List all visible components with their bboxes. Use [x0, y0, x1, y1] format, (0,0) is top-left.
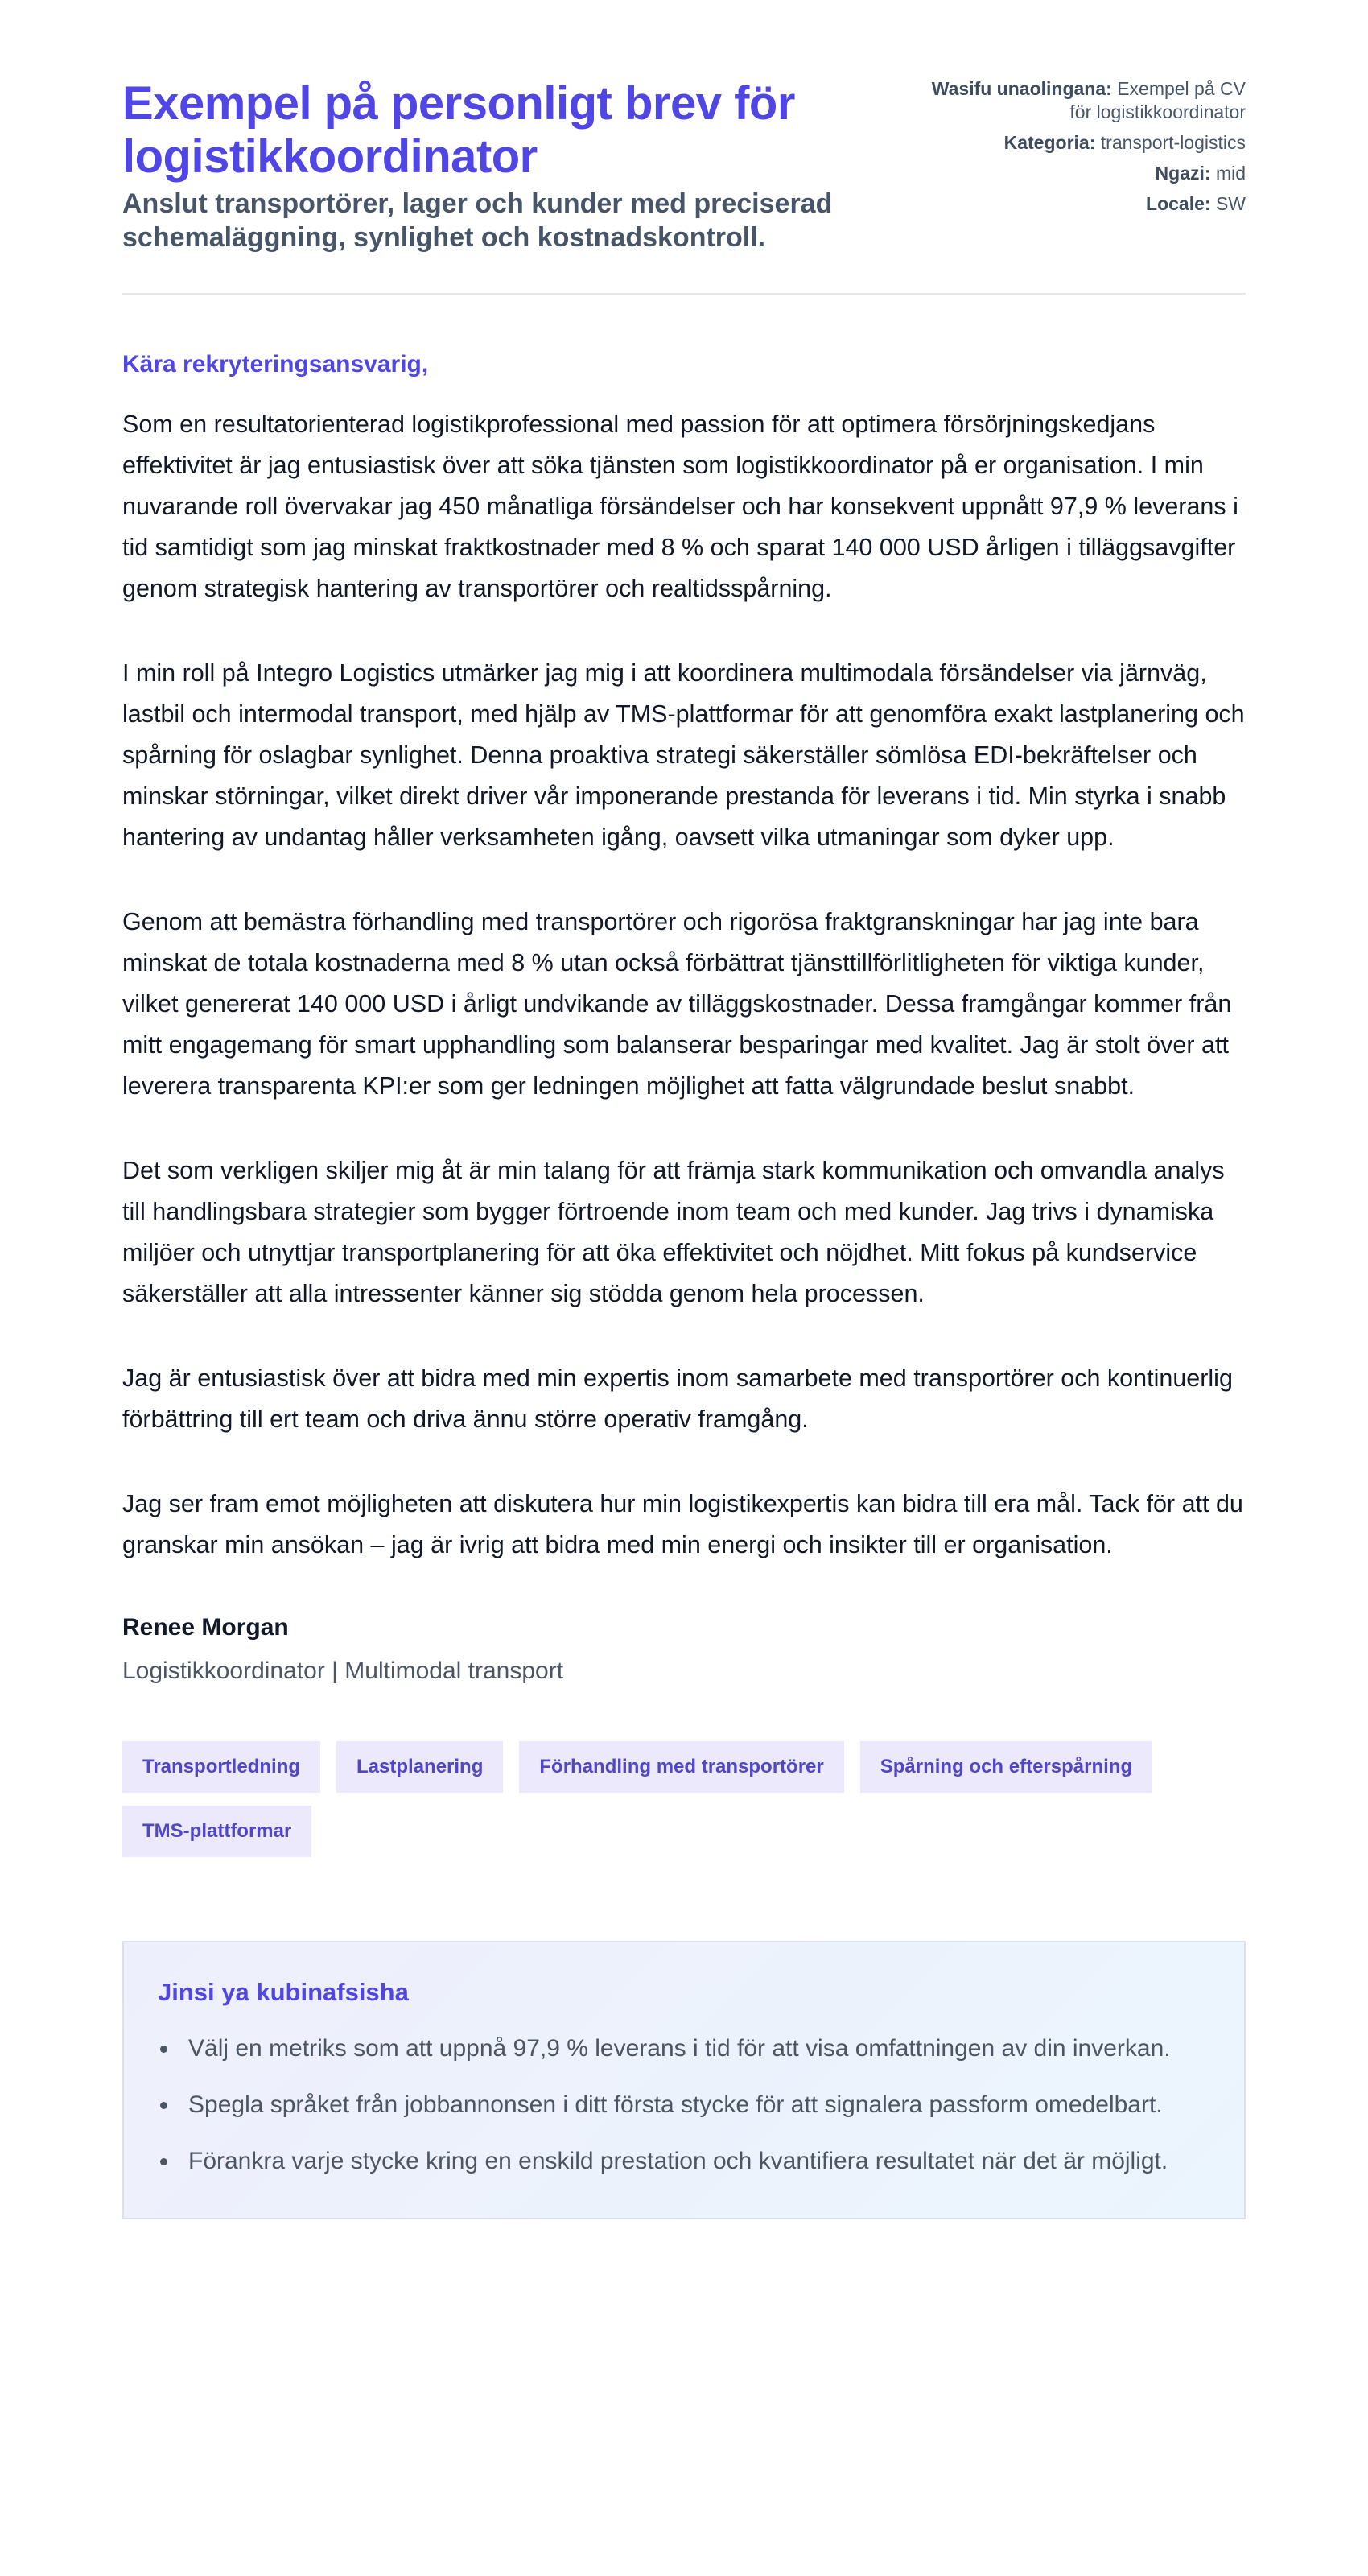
- meta-value: mid: [1215, 163, 1246, 184]
- signature-name: Renee Morgan: [122, 1614, 289, 1641]
- skill-tag: Förhandling med transportörer: [519, 1741, 843, 1793]
- meta-key: Wasifu unaolingana:: [931, 78, 1112, 99]
- skill-tag: Transportledning: [122, 1741, 320, 1793]
- letter-paragraph: Jag ser fram emot möjligheten att diskutera hur min logistikexpertis kan bidra till era mål. Tack för att du granskar min ansökan – jag är ivrig att bidra med min energi och insikter till er organisation.: [122, 1490, 1243, 1558]
- letter-body: [122, 404, 1246, 1566]
- skill-tag: TMS-plattformar: [122, 1806, 311, 1857]
- tip-item: Spegla språket från jobbannonsen i ditt första stycke för att signalera passform omedelbart.: [158, 2086, 1210, 2124]
- meta-value: SW: [1215, 193, 1246, 214]
- meta-key: Kategoria:: [1003, 132, 1096, 153]
- meta-matching-resume: [925, 77, 1246, 124]
- customization-tips-box: [122, 1941, 1246, 2219]
- letter-paragraph: I min roll på Integro Logistics utmärker jag mig i att koordinera multimodala försändelser via järnväg, lastbil och intermodal transport, med hjälp av TMS-plattformar för att genomföra exakt lastplanering och spårning för oslagbar synlighet. Denna proaktiva strategi säkerställer sömlösa EDI-bekräftelser och minskar störningar, vilket direkt driver vår imponerande prestanda för leverans i tid. Min styrka i snabb hantering av undantag håller verksamheten igång, oavsett vilka utmaningar som dyker upp.: [122, 659, 1245, 851]
- tips-list: [158, 2029, 1210, 2181]
- meta-category: [925, 131, 1246, 155]
- tip-item: Förankra varje stycke kring en enskild prestation och kvantifiera resultatet när det är möjligt.: [158, 2142, 1210, 2181]
- meta-key: Locale:: [1146, 193, 1211, 214]
- tip-item: Välj en metriks som att uppnå 97,9 % leverans i tid för att visa omfattningen av din inverkan.: [158, 2029, 1210, 2068]
- meta-locale: [925, 192, 1246, 216]
- letter-salutation: Kära rekryteringsansvarig,: [122, 351, 429, 378]
- signature-block: [122, 1614, 1246, 1685]
- skill-tag: Spårning och efterspårning: [860, 1741, 1152, 1793]
- metadata-panel: [925, 77, 1246, 223]
- skill-tag: Lastplanering: [336, 1741, 503, 1793]
- meta-level: [925, 162, 1246, 185]
- letter-paragraph: Jag är entusiastisk över att bidra med min expertis inom samarbete med transportörer och kontinuerlig förbättring till ert team och driva ännu större operativ framgång.: [122, 1364, 1233, 1433]
- letter-paragraph: Genom att bemästra förhandling med transportörer och rigorösa fraktgranskningar har jag inte bara minskat de totala kostnaderna med 8 % utan också förbättrat tjänsttillförlitligheten för viktiga kunder, vilket genererat 140 000 USD i årligt undvikande av tilläggskostnader. Dessa framgångar kommer från mitt engagemang för smart upphandling som balanserar besparingar med kvalitet. Jag är stolt över att leverera transparenta KPI:er som ger ledningen möjlighet att fatta välgrundade beslut snabbt.: [122, 908, 1232, 1100]
- meta-key: Ngazi:: [1155, 163, 1211, 184]
- skill-tags: [122, 1741, 1168, 1857]
- header-titles: [122, 77, 925, 254]
- meta-value: transport-logistics: [1100, 132, 1246, 153]
- letter-paragraph: Som en resultatorienterad logistikprofessional med passion för att optimera försörjningskedjans effektivitet är jag entusiastisk över att söka tjänsten som logistikkoordinator på er organisation. I min nuvarande roll övervakar jag 450 månatliga försändelser och har konsekvent uppnått 97,9 % leverans i tid samtidigt som jag minskat fraktkostnader med 8 % och sparat 140 000 USD årligen i tilläggsavgifter genom strategisk hantering av transportörer och realtidsspårning.: [122, 411, 1238, 602]
- tips-title: Jinsi ya kubinafsisha: [158, 1978, 409, 2006]
- signature-role: Logistikkoordinator | Multimodal transport: [122, 1657, 564, 1684]
- page-title: Exempel på personligt brev för logistikkoordinator: [122, 77, 795, 183]
- page-subtitle: Anslut transportörer, lager och kunder med preciserad schemaläggning, synlighet och kostnadskontroll.: [122, 188, 833, 253]
- letter-paragraph: Det som verkligen skiljer mig åt är min talang för att främja stark kommunikation och omvandla analys till handlingsbara strategier som bygger förtroende inom team och med kunder. Jag trivs i dynamiska miljöer och utnyttjar transportplanering för att öka effektivitet och nöjdhet. Mitt fokus på kundservice säkerställer att alla intressenter känner sig stödda genom hela processen.: [122, 1157, 1225, 1307]
- page-header: [122, 77, 1246, 295]
- meta-value: Exempel på CV för logistikkoordinator: [1069, 78, 1246, 122]
